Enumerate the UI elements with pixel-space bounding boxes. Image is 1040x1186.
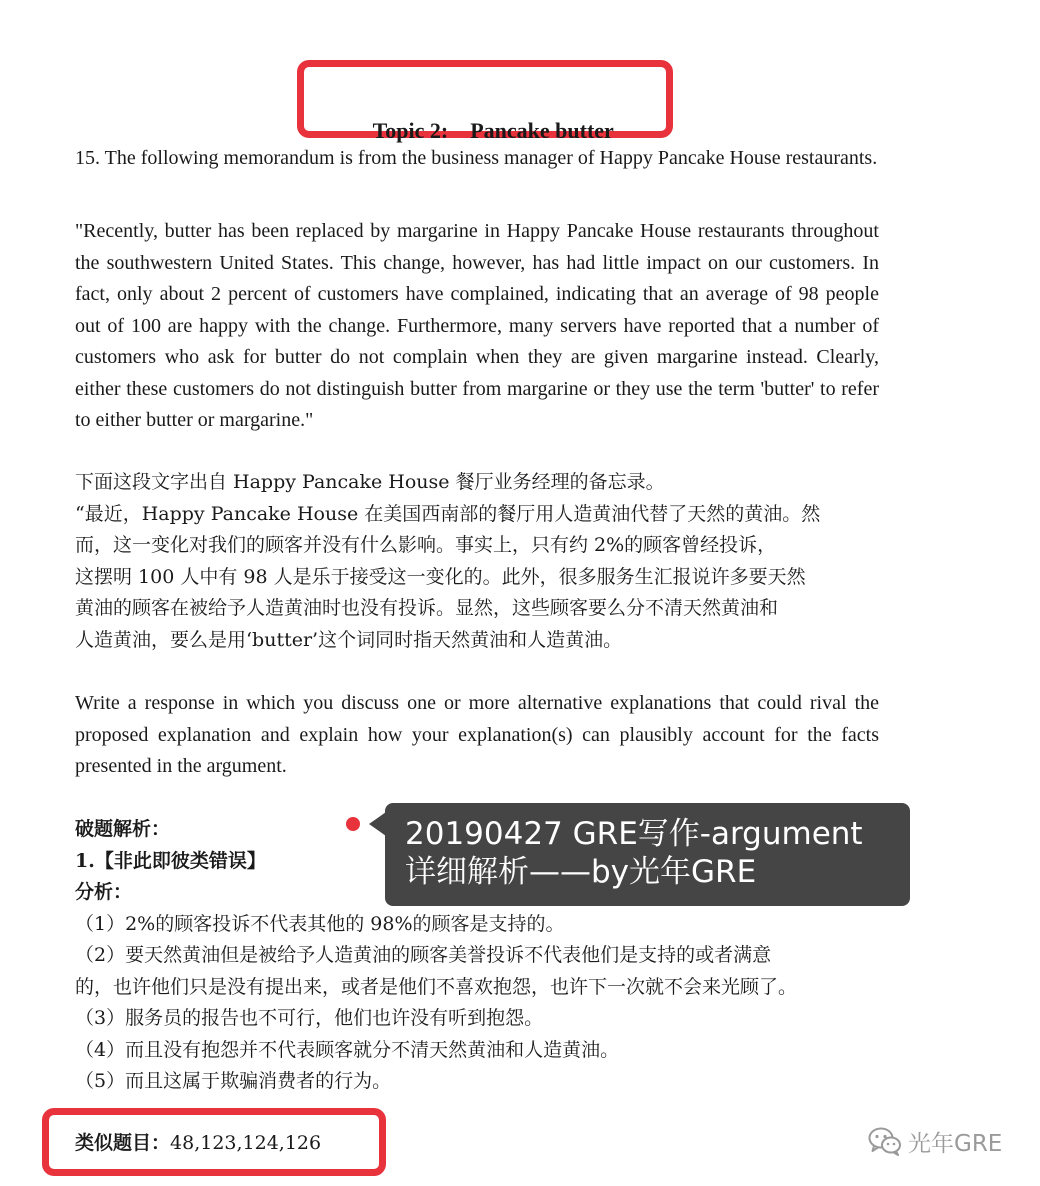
- watermark: [868, 1124, 1002, 1158]
- watermark-text: 光年GRE: [908, 1130, 1003, 1157]
- similar-value: 48,123,124,126: [170, 1132, 322, 1154]
- analysis-item: （2）要天然黄油但是被给予人造黄油的顾客美誉投诉不代表他们是支持的或者满意: [75, 944, 772, 966]
- caption-pointer: [369, 812, 386, 836]
- analysis-subheading: 分析：: [75, 881, 133, 903]
- analysis-item: （4）而且没有抱怨并不代表顾客就分不清天然黄油和人造黄油。: [75, 1038, 620, 1061]
- analysis-item: 的，也许他们只是没有提出来，或者是他们不喜欢抱怨，也许下一次就不会来光顾了。: [75, 975, 798, 998]
- analysis-item: （5）而且这属于欺骗消费者的行为。: [75, 1070, 392, 1092]
- red-dot-marker: [346, 817, 360, 831]
- translation-line: “最近，Happy Pancake House 在美国西南部的餐厅用人造黄油代替了天然的黄油。然: [75, 502, 821, 525]
- prompt-intro: 15. The following memorandum is from the business manager of Happy Pancake House restaurants.: [75, 147, 878, 169]
- topic-title: [362, 92, 614, 144]
- analysis-item: （1）2%的顾客投诉不代表其他的 98%的顾客是支持的。: [75, 912, 565, 935]
- translation-line: 而，这一变化对我们的顾客并没有什么影响。事实上，只有约 2%的顾客曾经投诉，: [75, 534, 777, 556]
- instructions: Write a response in which you discuss one or more alternative explanations that could rival the proposed explanation and explain how your explanation(s) can plausibly account for the facts presented in the argument.: [75, 692, 879, 777]
- topic-name: Pancake butter: [470, 118, 614, 143]
- translation-intro: 下面这段文字出自 Happy Pancake House 餐厅业务经理的备忘录。: [75, 471, 665, 493]
- translation-line: 人造黄油，要么是用‘butter’这个词同时指天然黄油和人造黄油。: [75, 628, 623, 651]
- caption-line-2: 详细解析——by光年GRE: [405, 854, 757, 890]
- similar-questions: [75, 1128, 321, 1160]
- caption-line-1: 20190427 GRE写作-argument: [405, 816, 863, 852]
- caption-bubble: [385, 803, 910, 906]
- wechat-icon: [868, 1126, 902, 1156]
- analysis-heading: 破题解析：: [75, 818, 171, 840]
- analysis-item: （3）服务员的报告也不可行，他们也许没有听到抱怨。: [75, 1007, 544, 1029]
- translation-line: 这摆明 100 人中有 98 人是乐于接受这一变化的。此外，很多服务生汇报说许多要天然: [75, 565, 806, 588]
- translation-block: [75, 467, 895, 656]
- similar-label: 类似题目：: [75, 1132, 171, 1154]
- topic-label: Topic 2:: [372, 118, 449, 143]
- memo-english: "Recently, butter has been replaced by margarine in Happy Pancake House restaurants throughout the southwestern United States. This change, however, has had little impact on our customers. In fact, only about 2 percent of customers have complained, indicating that an average of 98 people out of 100 are happy with the change. Furthermore, many servers have reported that a number of customers who ask for butter do not complain when they are given margarine instead. Clearly, either these customers do not distinguish butter from margarine or they use the term 'butter' to refer to either butter or margarine.": [75, 220, 879, 431]
- translation-line: 黄油的顾客在被给予人造黄油时也没有投诉。显然，这些顾客要么分不清天然黄油和: [75, 597, 779, 619]
- analysis-point: 1.【非此即彼类错误】: [75, 849, 266, 872]
